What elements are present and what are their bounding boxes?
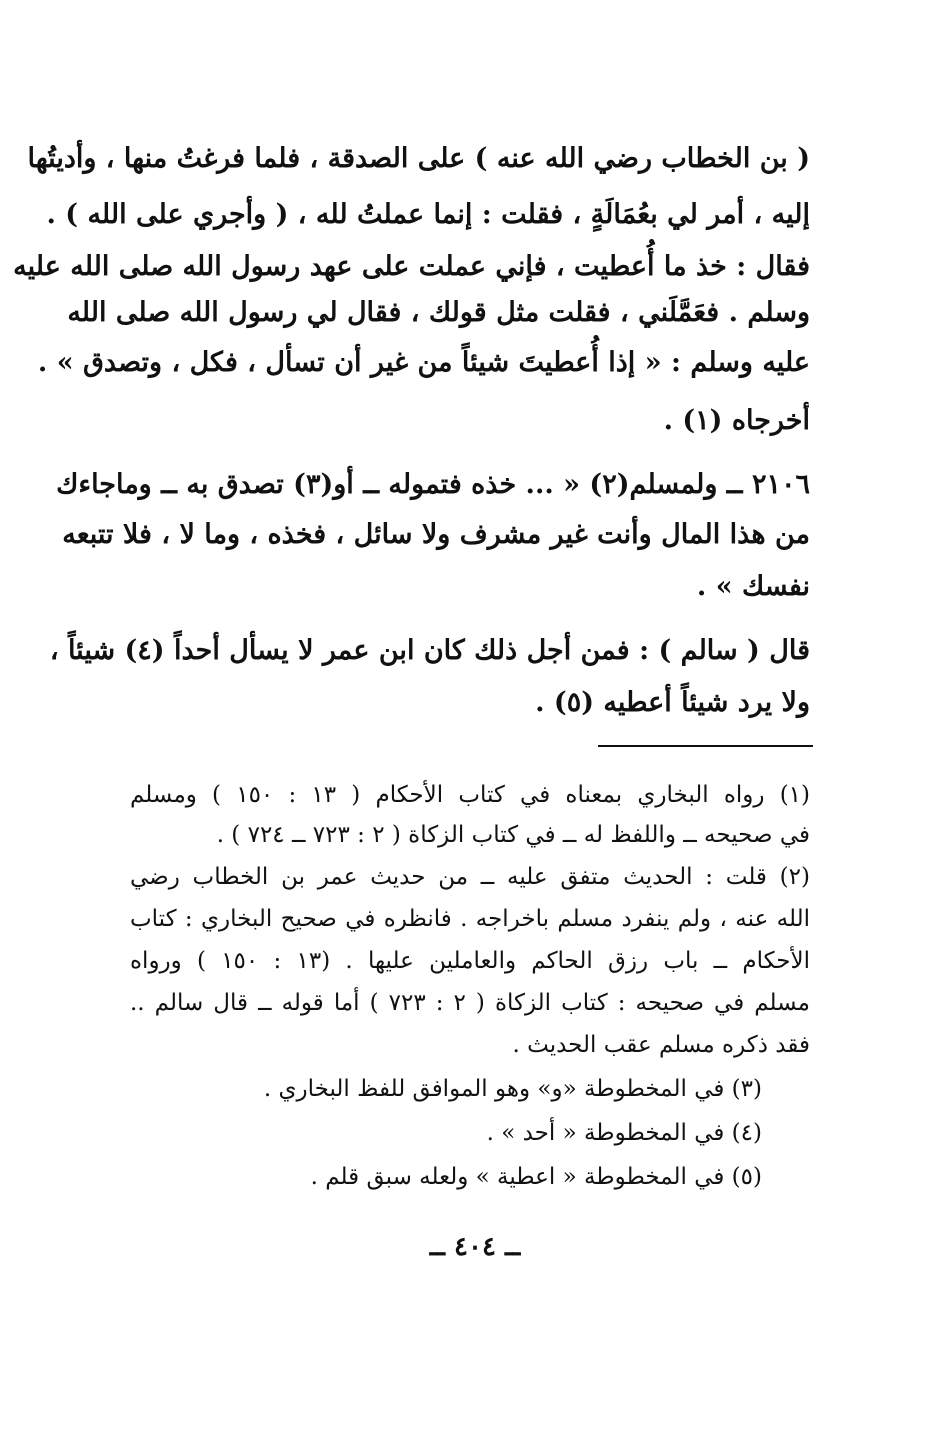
main-text-line: قال ( سالم ) : فمن أجل ذلك كان ابن عمر لا يسأل أحداً (٤) شيئاً ، [49, 635, 810, 666]
footnote-line: مسلم في صحيحه : كتاب الزكاة ( ٢ : ٧٢٣ ) أما قوله ــ قال سالم .. [130, 990, 810, 1016]
footnote-line: (١) رواه البخاري بمعناه في كتاب الأحكام ( ١٣ : ١٥٠ ) ومسلم [130, 782, 811, 808]
page-number: ــ ٤٠٤ ــ [429, 1232, 521, 1262]
footnote-line: (٤) في المخطوطة « أحد » . [486, 1120, 762, 1146]
hadith-number-line: ٢١٠٦ ــ ولمسلم(٢) « ... خذه فتموله ــ أو(٣) تصدق به ــ وماجاءك [56, 469, 810, 500]
footnote-separator [598, 745, 813, 747]
main-text-line: نفسك » . [696, 571, 810, 602]
takhrij-line: أخرجاه (١) . [663, 405, 810, 436]
footnote-line: (٣) في المخطوطة «و» وهو الموافق للفظ البخاري . [263, 1076, 762, 1102]
footnote-line: في صحيحه ــ واللفظ له ــ في كتاب الزكاة ( ٢ : ٧٢٣ ــ ٧٢٤ ) . [216, 822, 810, 848]
footnote-line: الله عنه ، ولم ينفرد مسلم باخراجه . فانظره في صحيح البخاري : كتاب [130, 906, 810, 932]
main-text-line: إليه ، أمر لي بعُمَالَةٍ ، فقلت : إنما عملتُ لله ، ( وأجري على الله ) . [46, 199, 810, 230]
main-text-line: عليه وسلم : « إذا أُعطيتَ شيئاً من غير أن تسأل ، فكل ، وتصدق » . [37, 347, 810, 378]
main-text-line: ولا يرد شيئاً أعطيه (٥) . [535, 687, 810, 718]
footnote-line: (٢) قلت : الحديث متفق عليه ــ من حديث عمر بن الخطاب رضي [130, 864, 810, 890]
main-text-line: فقال : خذ ما أُعطيت ، فإني عملت على عهد رسول الله صلى الله عليه [13, 251, 810, 282]
footnote-line: فقد ذكره مسلم عقب الحديث . [512, 1032, 810, 1058]
main-text-line: من هذا المال وأنت غير مشرف ولا سائل ، فخذه ، وما لا ، فلا تتبعه [62, 519, 810, 550]
footnote-line: الأحكام ــ باب رزق الحاكم والعاملين عليها . (١٣ : ١٥٠ ) ورواه [130, 948, 811, 974]
main-text-line: وسلم . فعَمَّلَني ، فقلت مثل قولك ، فقال لي رسول الله صلى الله [67, 297, 810, 328]
main-text-line: ( بن الخطاب رضي الله عنه ) على الصدقة ، فلما فرغتُ منها ، وأديتُها [27, 143, 810, 174]
footnote-line: (٥) في المخطوطة « اعطية » ولعله سبق قلم . [310, 1164, 762, 1190]
